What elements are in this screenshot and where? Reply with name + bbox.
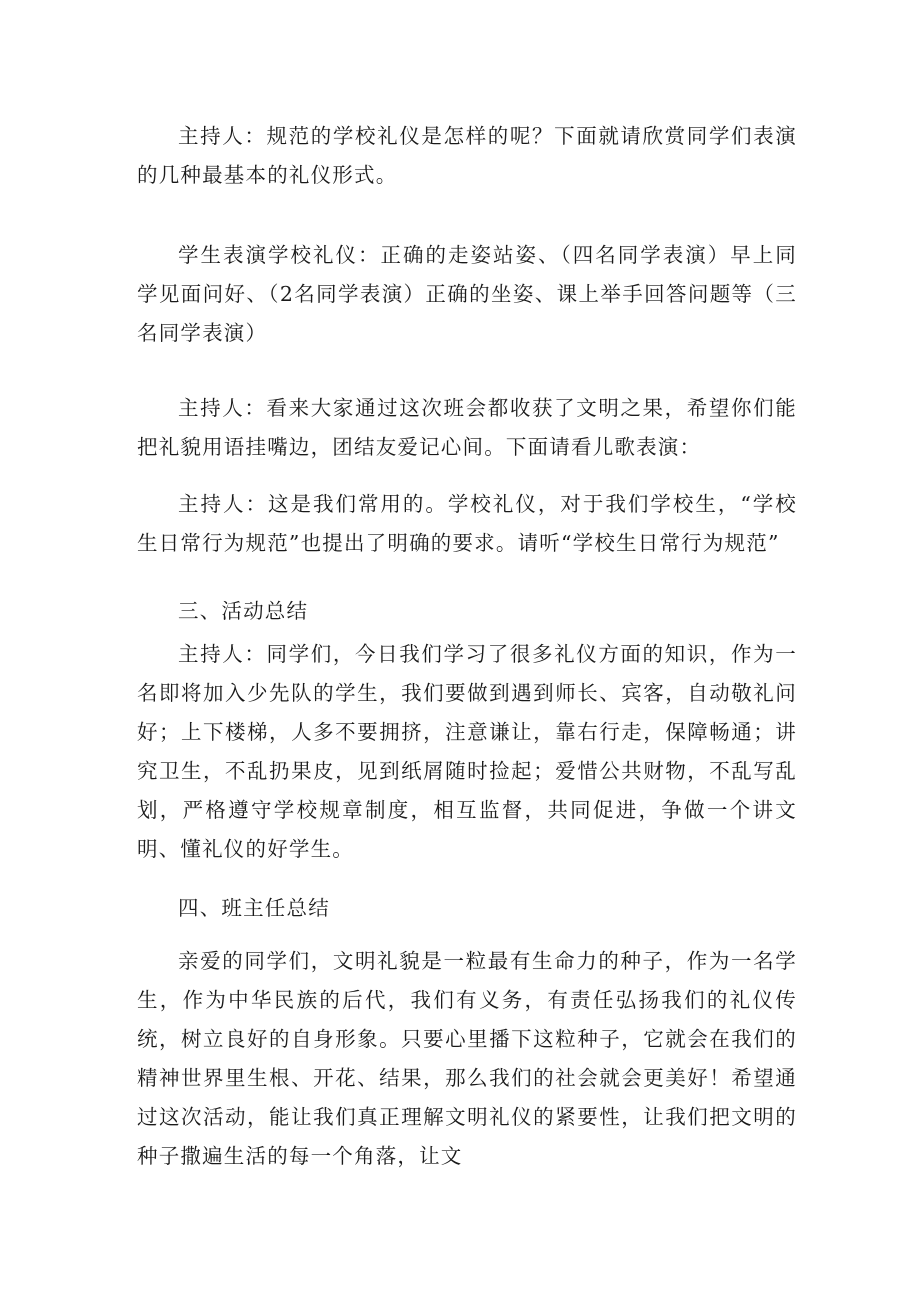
paragraph-student-performance: 学生表演学校礼仪：正确的走姿站姿、（四名同学表演）早上同学见面问好、（2名同学表演）正确的坐姿、课上举手回答问题等（三名同学表演） (137, 243, 797, 345)
section-heading-activity-summary: 三、活动总结 (178, 599, 309, 623)
paragraph-host-summary: 主持人：同学们，今日我们学习了很多礼仪方面的知识，作为一名即将加入少先队的学生，我们要做到遇到师长、宾客，自动敬礼问好；上下楼梯，人多不要拥挤，注意谦让，靠右行走，保障畅通；讲究卫生，不乱扔果皮，见到纸屑随时捡起；爱惜公共财物，不乱写乱划，严格遵守学校规章制度，相互监督，共同促进，争做一个讲文明、懂礼仪的好学生。 (137, 642, 797, 861)
section-heading-teacher-summary: 四、班主任总结 (178, 896, 330, 920)
paragraph-teacher-closing: 亲爱的同学们，文明礼貌是一粒最有生命力的种子，作为一名学生，作为中华民族的后代，我们有义务，有责任弘扬我们的礼仪传统，树立良好的自身形象。只要心里播下这粒种子，它就会在我们的精神世界里生根、开花、结果，那么我们的社会就会更美好！希望通过这次活动，能让我们真正理解文明礼仪的紧要性，让我们把文明的种子撒遍生活的每一个角落，让文 (137, 949, 797, 1168)
paragraph-host-harvest: 主持人：看来大家通过这次班会都收获了文明之果，希望你们能把礼貌用语挂嘴边，团结友爱记心间。下面请看儿歌表演： (137, 396, 797, 459)
paragraph-host-rules: 主持人：这是我们常用的。学校礼仪，对于我们学校生，“学校生日常行为规范”也提出了明确的要求。请听“学校生日常行为规范” (137, 492, 797, 555)
paragraph-host-intro: 主持人：规范的学校礼仪是怎样的呢？下面就请欣赏同学们表演的几种最基本的礼仪形式。 (137, 124, 797, 187)
